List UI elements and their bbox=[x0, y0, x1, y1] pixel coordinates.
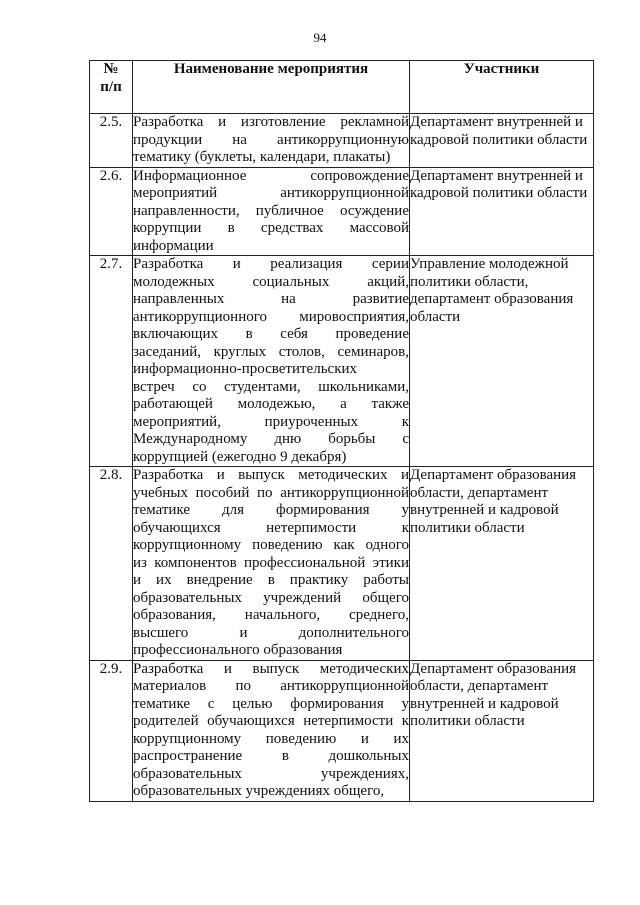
measure-name-line: молодежных социальных акций, bbox=[133, 273, 409, 290]
measure-name-line: включающих в себя проведение bbox=[133, 326, 409, 342]
measure-name-line: из компонентов профессиональной этики bbox=[133, 554, 409, 571]
measure-name-line: тематике для формирования у bbox=[133, 502, 409, 518]
measure-name-line: образовательных учреждениях, bbox=[133, 765, 409, 782]
measure-name-line: мероприятий, приуроченных к bbox=[133, 413, 409, 430]
participant-line: области, департамент bbox=[410, 678, 549, 694]
participants-cell bbox=[410, 660, 594, 801]
measure-name-line: информации bbox=[133, 237, 214, 254]
measure-name-line: направленных на развитие bbox=[133, 291, 409, 307]
participant-line: политики области bbox=[410, 713, 525, 729]
table-row bbox=[90, 256, 594, 467]
measure-name-line: работающей молодежью, а также bbox=[133, 396, 409, 412]
table-header-row bbox=[90, 61, 594, 114]
measure-name-cell bbox=[133, 167, 410, 256]
participants-cell bbox=[410, 114, 594, 168]
header-participants: Участники bbox=[410, 61, 594, 114]
measure-name-line: встреч со студентами, школьниками, bbox=[133, 378, 409, 395]
measure-name-line: тематике с целью формирования у bbox=[133, 695, 409, 712]
participant-line: области, департамент bbox=[410, 484, 549, 501]
participant-line: политики области bbox=[410, 519, 525, 536]
measure-name-cell bbox=[133, 467, 410, 661]
participants-cell bbox=[410, 167, 594, 256]
table-row bbox=[90, 167, 594, 256]
measure-name-line: Разработка и реализация серии bbox=[133, 256, 409, 272]
participant-line: Департамент образования bbox=[410, 467, 577, 483]
participant-line: Управление молодежной bbox=[410, 256, 569, 272]
measures-table bbox=[89, 60, 594, 802]
measure-name-line: тематику (буклеты, календари, плакаты) bbox=[133, 149, 391, 165]
header-number-abbr: п/п bbox=[100, 78, 122, 95]
participants-cell bbox=[410, 256, 594, 467]
measure-name-line: коррупционному поведению и их bbox=[133, 730, 409, 747]
row-number: 2.8. bbox=[90, 467, 133, 661]
measure-name-line: учебных пособий по антикоррупционной bbox=[133, 484, 409, 501]
measure-name-line: образовательных учреждениях общего, bbox=[133, 783, 385, 799]
measure-name-line: Международному дню борьбы с bbox=[133, 431, 409, 447]
measure-name-line: направленности, публичное осуждение bbox=[133, 202, 409, 219]
measure-name-line: коррупции в средствах массовой bbox=[133, 220, 409, 236]
header-number bbox=[90, 61, 133, 114]
row-number: 2.7. bbox=[90, 256, 133, 467]
measure-name-line: образования, начального, среднего, bbox=[133, 607, 409, 623]
participant-line: внутренней и кадровой bbox=[410, 695, 559, 712]
measure-name-cell bbox=[133, 660, 410, 801]
row-number: 2.5. bbox=[90, 114, 133, 168]
measure-name-line: профессионального образования bbox=[133, 642, 343, 658]
participant-line: Департамент внутренней и bbox=[410, 167, 583, 184]
participants-cell bbox=[410, 467, 594, 661]
participant-line: внутренней и кадровой bbox=[410, 502, 559, 518]
table-row bbox=[90, 114, 594, 168]
measure-name-line: материалов по антикоррупционной bbox=[133, 678, 409, 694]
row-number: 2.9. bbox=[90, 660, 133, 801]
header-measure-name: Наименование мероприятия bbox=[133, 61, 410, 114]
participant-line: политики области, bbox=[410, 273, 529, 290]
measure-name-line: образовательных учреждений общего bbox=[133, 589, 409, 606]
measure-name-line: коррупцией (ежегодно 9 декабря) bbox=[133, 448, 347, 465]
header-number-symbol: № bbox=[103, 61, 119, 77]
page-number: 94 bbox=[313, 30, 327, 45]
measure-name-line: информационно-просветительских bbox=[133, 361, 358, 377]
measure-name-line: Разработка и выпуск методических bbox=[133, 660, 409, 677]
measure-name-line: обучающихся нетерпимости к bbox=[133, 519, 409, 536]
table-body bbox=[90, 114, 594, 802]
measure-name-line: антикоррупционного мировосприятия, bbox=[133, 308, 409, 325]
participant-line: кадровой политики области bbox=[410, 185, 588, 201]
row-number: 2.6. bbox=[90, 167, 133, 256]
measure-name-line: заседаний, круглых столов, семинаров, bbox=[133, 343, 409, 360]
measure-name-line: Информационное сопровождение bbox=[133, 167, 409, 184]
measure-name-line: высшего и дополнительного bbox=[133, 624, 409, 641]
measure-name-line: родителей обучающихся нетерпимости к bbox=[133, 713, 409, 729]
participant-line: кадровой политики области bbox=[410, 131, 588, 148]
measure-name-cell bbox=[133, 114, 410, 168]
measure-name-cell bbox=[133, 256, 410, 467]
measure-name-line: коррупционному поведению как одного bbox=[133, 537, 409, 553]
measure-name-line: и их внедрение в практику работы bbox=[133, 572, 409, 588]
measure-name-line: распространение в дошкольных bbox=[133, 748, 409, 764]
participant-line: области bbox=[410, 308, 461, 325]
participant-line: Департамент внутренней и bbox=[410, 114, 583, 130]
participant-line: Департамент образования bbox=[410, 660, 577, 677]
participant-line: департамент образования bbox=[410, 291, 574, 307]
measure-name-line: продукции на антикоррупционную bbox=[133, 131, 409, 148]
table-row bbox=[90, 467, 594, 661]
table-row bbox=[90, 660, 594, 801]
measure-name-line: Разработка и выпуск методических и bbox=[133, 467, 409, 483]
measure-name-line: мероприятий антикоррупционной bbox=[133, 185, 409, 201]
measure-name-line: Разработка и изготовление рекламной bbox=[133, 114, 409, 130]
